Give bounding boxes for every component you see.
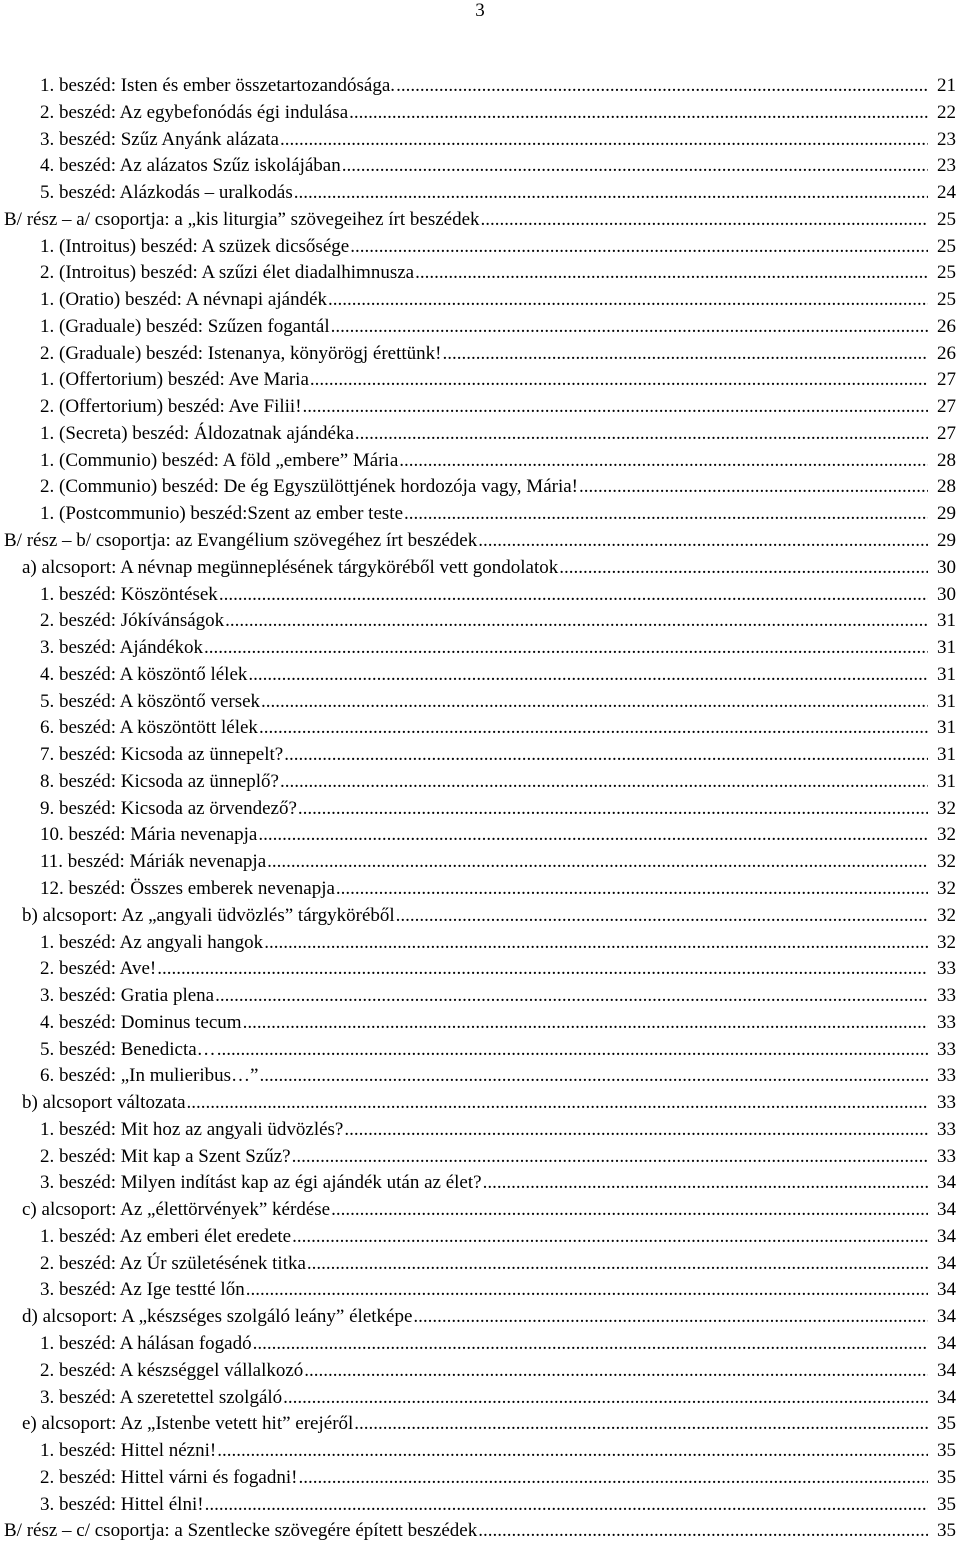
toc-entry-leader [40,876,928,903]
toc-entry-title: 2. (Introitus) beszéd: A szűzi élet diadalhimnusza [40,260,415,287]
dot-leader [478,1518,928,1545]
toc-entry-title: 2. beszéd: A készséggel vállalkozó [40,1358,304,1385]
toc-entry-page-number: 21 [935,73,956,100]
dot-leader [157,956,928,983]
dot-leader [483,1170,928,1197]
toc-entry[interactable] [0,1170,960,1197]
toc-entry-title: 2. beszéd: Az egybefonódás égi indulása [40,100,349,127]
toc-entry[interactable] [0,930,960,957]
dot-leader [217,1438,928,1465]
dot-leader [481,207,928,234]
toc-entry[interactable] [0,100,960,127]
toc-entry-page-number: 34 [935,1304,956,1331]
toc-entry-leader [40,501,928,528]
toc-entry[interactable] [0,1331,960,1358]
dot-leader [350,234,928,261]
toc-entry-leader [40,1117,928,1144]
toc-entry-page-number: 34 [935,1197,956,1224]
dot-leader [259,1063,928,1090]
toc-entry[interactable] [0,1197,960,1224]
toc-entry-leader [40,314,928,341]
toc-entry[interactable] [0,1251,960,1278]
dot-leader [225,608,928,635]
toc-entry[interactable] [0,234,960,261]
toc-entry-leader [4,528,928,555]
dot-leader [331,1197,928,1224]
toc-entry-leader [40,689,928,716]
toc-entry-title: 7. beszéd: Kicsoda az ünnepelt? [40,742,284,769]
toc-entry[interactable] [0,314,960,341]
toc-entry-page-number: 35 [935,1438,956,1465]
toc-entry-page-number: 35 [935,1492,956,1519]
toc-entry-leader [40,1037,928,1064]
toc-entry[interactable] [0,1277,960,1304]
dot-leader [284,742,928,769]
toc-entry-leader [40,367,928,394]
dot-leader [264,930,928,957]
toc-entry-leader [40,1492,928,1519]
toc-entry-page-number: 28 [935,448,956,475]
dot-leader [261,689,928,716]
toc-entry-page-number: 27 [935,394,956,421]
dot-leader [259,715,928,742]
toc-entry[interactable] [0,1438,960,1465]
toc-entry[interactable] [0,528,960,555]
dot-leader [204,635,928,662]
toc-entry-title: 1. beszéd: Az angyali hangok [40,930,264,957]
toc-entry-title: 2. (Offertorium) beszéd: Ave Filii! [40,394,303,421]
toc-entry-page-number: 34 [935,1251,956,1278]
toc-entry-title: 3. beszéd: Szűz Anyánk alázata [40,127,280,154]
toc-entry-title: 2. (Communio) beszéd: De ég Egyszülöttjének hordozója vagy, Mária! [40,474,579,501]
toc-entry-page-number: 33 [935,1117,956,1144]
toc-entry-page-number: 25 [935,287,956,314]
dot-leader [349,100,928,127]
dot-leader [280,769,928,796]
dot-leader [248,662,928,689]
toc-entry-page-number: 34 [935,1385,956,1412]
toc-entry[interactable] [0,822,960,849]
dot-leader [579,474,928,501]
toc-entry-leader [40,180,928,207]
toc-entry[interactable] [0,769,960,796]
toc-entry-title: b) alcsoport változata [22,1090,187,1117]
dot-leader [413,1304,928,1331]
dot-leader [246,1277,928,1304]
toc-entry-leader [40,73,928,100]
toc-entry[interactable] [0,689,960,716]
toc-entry-page-number: 35 [935,1411,956,1438]
dot-leader [258,822,928,849]
dot-leader [396,73,928,100]
toc-entry-title: 9. beszéd: Kicsoda az örvendező? [40,796,298,823]
toc-entry[interactable] [0,983,960,1010]
toc-entry-page-number: 31 [935,608,956,635]
toc-entry-leader [40,260,928,287]
toc-entry-leader [40,635,928,662]
toc-entry-leader [40,234,928,261]
toc-entry[interactable] [0,742,960,769]
toc-entry[interactable] [0,367,960,394]
toc-entry-title: 8. beszéd: Kicsoda az ünneplő? [40,769,280,796]
toc-entry[interactable] [0,608,960,635]
toc-entry-leader [40,127,928,154]
dot-leader [354,1411,928,1438]
toc-entry-title: 3. beszéd: Gratia plena [40,983,215,1010]
toc-entry[interactable] [0,474,960,501]
toc-entry-leader [22,1197,928,1224]
toc-entry-leader [40,1465,928,1492]
dot-leader [310,367,928,394]
toc-entry-title: 2. (Graduale) beszéd: Istenanya, könyörögj érettünk! [40,341,443,368]
toc-entry-page-number: 34 [935,1277,956,1304]
toc-entry-page-number: 33 [935,1144,956,1171]
toc-entry-title: 3. beszéd: Hittel élni! [40,1492,205,1519]
toc-entry-leader [40,1438,928,1465]
page-number: 3 [475,0,485,21]
toc-entry-page-number: 25 [935,207,956,234]
toc-entry[interactable] [0,1224,960,1251]
toc-entry-page-number: 27 [935,367,956,394]
toc-entry-title: d) alcsoport: A „készséges szolgáló leány” életképe [22,1304,413,1331]
toc-entry-leader [40,1385,928,1412]
toc-entry-leader [40,715,928,742]
toc-entry-leader [40,448,928,475]
toc-entry-title: 12. beszéd: Összes emberek nevenapja [40,876,336,903]
toc-entry-leader [40,341,928,368]
toc-entry[interactable] [0,501,960,528]
toc-entry-title: 2. beszéd: Jókívánságok [40,608,225,635]
dot-leader [215,983,928,1010]
dot-leader [559,555,928,582]
toc-entry[interactable] [0,662,960,689]
toc-entry[interactable] [0,876,960,903]
dot-leader [355,421,928,448]
toc-entry-title: 4. beszéd: Dominus tecum [40,1010,243,1037]
toc-entry-page-number: 27 [935,421,956,448]
toc-entry[interactable] [0,1492,960,1519]
toc-entry[interactable] [0,555,960,582]
toc-entry-title: 3. beszéd: A szeretettel szolgáló [40,1385,283,1412]
toc-entry[interactable] [0,1037,960,1064]
dot-leader [331,314,928,341]
toc-entry[interactable] [0,849,960,876]
toc-entry-leader [4,207,928,234]
toc-entry-page-number: 22 [935,100,956,127]
toc-entry-leader [40,662,928,689]
toc-entry-leader [40,100,928,127]
toc-entry-page-number: 35 [935,1465,956,1492]
toc-entry[interactable] [0,421,960,448]
toc-entry-page-number: 33 [935,983,956,1010]
toc-entry-page-number: 32 [935,930,956,957]
toc-entry-page-number: 33 [935,1010,956,1037]
dot-leader [283,1385,928,1412]
toc-entry[interactable] [0,1411,960,1438]
toc-entry[interactable] [0,1518,960,1545]
toc-entry-leader [22,1411,928,1438]
dot-leader [267,849,928,876]
toc-entry-title: a) alcsoport: A névnap megünneplésének tárgyköréből vett gondolatok [22,555,559,582]
toc-entry-title: 1. beszéd: Isten és ember összetartozandósága. [40,73,396,100]
toc-entry[interactable] [0,903,960,930]
toc-entry-leader [22,1304,928,1331]
toc-entry[interactable] [0,1465,960,1492]
toc-entry-title: 4. beszéd: A köszöntő lélek [40,662,248,689]
toc-entry-leader [40,769,928,796]
toc-entry-leader [40,608,928,635]
toc-entry[interactable] [0,1010,960,1037]
toc-entry-title: 5. beszéd: A köszöntő versek [40,689,261,716]
toc-entry-page-number: 32 [935,849,956,876]
toc-entry-page-number: 31 [935,689,956,716]
toc-entry-title: 2. beszéd: Ave! [40,956,157,983]
toc-entry-page-number: 34 [935,1331,956,1358]
toc-entry-page-number: 32 [935,822,956,849]
toc-entry-title: b) alcsoport: Az „angyali üdvözlés” tárgyköréből [22,903,396,930]
toc-entry-page-number: 31 [935,662,956,689]
toc-entry-page-number: 31 [935,769,956,796]
dot-leader [292,1224,928,1251]
toc-entry-page-number: 28 [935,474,956,501]
toc-entry-page-number: 32 [935,903,956,930]
toc-entry-leader [40,930,928,957]
toc-entry-leader [40,1251,928,1278]
toc-entry-title: 1. beszéd: A hálásan fogadó [40,1331,253,1358]
dot-leader [243,1010,928,1037]
toc-entry-page-number: 34 [935,1224,956,1251]
dot-leader [396,903,928,930]
toc-entry-leader [4,1518,928,1545]
dot-leader [303,394,928,421]
toc-entry-leader [40,582,928,609]
toc-entry-page-number: 29 [935,501,956,528]
toc-entry-page-number: 34 [935,1358,956,1385]
toc-entry-title: 2. beszéd: Az Úr születésének titka [40,1251,307,1278]
toc-entry-page-number: 31 [935,635,956,662]
dot-leader [187,1090,928,1117]
toc-entry-leader [40,1224,928,1251]
toc-entry[interactable] [0,796,960,823]
toc-entry-leader [40,421,928,448]
toc-entry-title: 2. beszéd: Hittel várni és fogadni! [40,1465,298,1492]
dot-leader [304,1358,928,1385]
toc-entry-title: 3. beszéd: Milyen indítást kap az égi ajándék után az élet? [40,1170,483,1197]
toc-entry-leader [40,956,928,983]
toc-entry[interactable] [0,715,960,742]
toc-entry[interactable] [0,180,960,207]
toc-entry[interactable] [0,1117,960,1144]
toc-entry-title: 2. beszéd: Mit kap a Szent Szűz? [40,1144,292,1171]
toc-entry-leader [22,903,928,930]
toc-entry-page-number: 25 [935,234,956,261]
toc-entry[interactable] [0,127,960,154]
dot-leader [342,153,928,180]
dot-leader [217,1037,928,1064]
toc-entry[interactable] [0,1358,960,1385]
toc-entry-title: B/ rész – c/ csoportja: a Szentlecke szövegére épített beszédek [4,1518,478,1545]
toc-entry-page-number: 31 [935,715,956,742]
toc-entry-page-number: 23 [935,153,956,180]
dot-leader [280,127,928,154]
toc-entry-leader [40,849,928,876]
toc-entry-page-number: 33 [935,956,956,983]
dot-leader [443,341,929,368]
toc-entry-title: 1. (Oratio) beszéd: A névnapi ajándék [40,287,328,314]
toc-entry-leader [40,1170,928,1197]
toc-entry-leader [40,796,928,823]
dot-leader [253,1331,928,1358]
toc-entry-leader [40,1358,928,1385]
toc-entry-title: 6. beszéd: „In mulieribus…” [40,1063,259,1090]
toc-entry-leader [40,983,928,1010]
toc-entry-title: 1. (Secreta) beszéd: Áldozatnak ajándéka [40,421,355,448]
toc-entry-page-number: 23 [935,127,956,154]
toc-entry-page-number: 33 [935,1090,956,1117]
toc-entry-page-number: 31 [935,742,956,769]
toc-entry-leader [40,474,928,501]
toc-entry-title: 1. (Postcommunio) beszéd:Szent az ember teste [40,501,404,528]
toc-entry-leader [40,822,928,849]
toc-entry-leader [40,742,928,769]
toc-entry-leader [40,1063,928,1090]
dot-leader [336,876,928,903]
dot-leader [219,582,928,609]
toc-entry[interactable] [0,341,960,368]
toc-entry-title: 1. (Communio) beszéd: A föld „embere” Mária [40,448,399,475]
toc-entry-page-number: 35 [935,1518,956,1545]
toc-entry-title: 3. beszéd: Az Ige testté lőn [40,1277,246,1304]
toc-entry-page-number: 33 [935,1037,956,1064]
dot-leader [344,1117,928,1144]
toc-entry-page-number: 32 [935,796,956,823]
dot-leader [307,1251,928,1278]
toc-entry-title: 1. beszéd: Az emberi élet eredete [40,1224,292,1251]
toc-entry[interactable] [0,1385,960,1412]
toc-entry-leader [40,1277,928,1304]
toc-entry-title: 1. (Offertorium) beszéd: Ave Maria [40,367,310,394]
toc-entry[interactable] [0,260,960,287]
toc-entry[interactable] [0,153,960,180]
toc-entry-title: 3. beszéd: Ajándékok [40,635,204,662]
toc-entry[interactable] [0,1063,960,1090]
toc-entry-title: 5. beszéd: Benedicta… [40,1037,217,1064]
toc-entry[interactable] [0,448,960,475]
dot-leader [294,180,928,207]
toc-entry-title: c) alcsoport: Az „élettörvények” kérdése [22,1197,331,1224]
toc-entry-page-number: 30 [935,555,956,582]
toc-entry[interactable] [0,1090,960,1117]
toc-entry-title: e) alcsoport: Az „Istenbe vetett hit” erejéről [22,1411,354,1438]
toc-entry-title: 4. beszéd: Az alázatos Szűz iskolájában [40,153,342,180]
toc-entry-title: 1. beszéd: Hittel nézni! [40,1438,217,1465]
toc-entry[interactable] [0,635,960,662]
toc-entry-leader [22,555,928,582]
toc-entry-title: B/ rész – b/ csoportja: az Evangélium szövegéhez írt beszédek [4,528,478,555]
toc-entry-leader [40,287,928,314]
dot-leader [298,796,928,823]
toc-entry[interactable] [0,73,960,100]
toc-entry[interactable] [0,207,960,234]
toc-entry[interactable] [0,394,960,421]
toc-entry-page-number: 25 [935,260,956,287]
toc-entry-page-number: 29 [935,528,956,555]
toc-entry-leader [40,1010,928,1037]
toc-entry-title: 1. beszéd: Mit hoz az angyali üdvözlés? [40,1117,344,1144]
dot-leader [415,260,928,287]
toc-entry-page-number: 34 [935,1170,956,1197]
toc-entry-page-number: 26 [935,341,956,368]
toc-entry-page-number: 26 [935,314,956,341]
toc-entry-title: 11. beszéd: Máriák nevenapja [40,849,267,876]
toc-entry-leader [22,1090,928,1117]
dot-leader [292,1144,928,1171]
toc-entry-leader [40,153,928,180]
toc-entry-title: 1. (Introitus) beszéd: A szüzek dicsősége [40,234,350,261]
toc-entry-page-number: 24 [935,180,956,207]
toc-entry[interactable] [0,1144,960,1171]
toc-entry[interactable] [0,582,960,609]
toc-entry-title: 5. beszéd: Alázkodás – uralkodás [40,180,294,207]
toc-entry-page-number: 30 [935,582,956,609]
toc-entry-leader [40,394,928,421]
toc-entry-title: B/ rész – a/ csoportja: a „kis liturgia” szövegeihez írt beszédek [4,207,481,234]
dot-leader [328,287,928,314]
toc-entry-title: 1. beszéd: Köszöntések [40,582,219,609]
toc-entry-title: 10. beszéd: Mária nevenapja [40,822,258,849]
dot-leader [478,528,928,555]
toc-entry[interactable] [0,1304,960,1331]
toc-entry-leader [40,1144,928,1171]
toc-entry-leader [40,1331,928,1358]
dot-leader [205,1492,928,1519]
toc-entry-page-number: 32 [935,876,956,903]
dot-leader [399,448,928,475]
dot-leader [404,501,928,528]
toc-entry-title: 1. (Graduale) beszéd: Szűzen fogantál [40,314,331,341]
toc-entry-title: 6. beszéd: A köszöntött lélek [40,715,259,742]
toc-entry-page-number: 33 [935,1063,956,1090]
dot-leader [298,1465,928,1492]
toc-entry[interactable] [0,956,960,983]
toc-entry[interactable] [0,287,960,314]
table-of-contents [0,73,960,1545]
